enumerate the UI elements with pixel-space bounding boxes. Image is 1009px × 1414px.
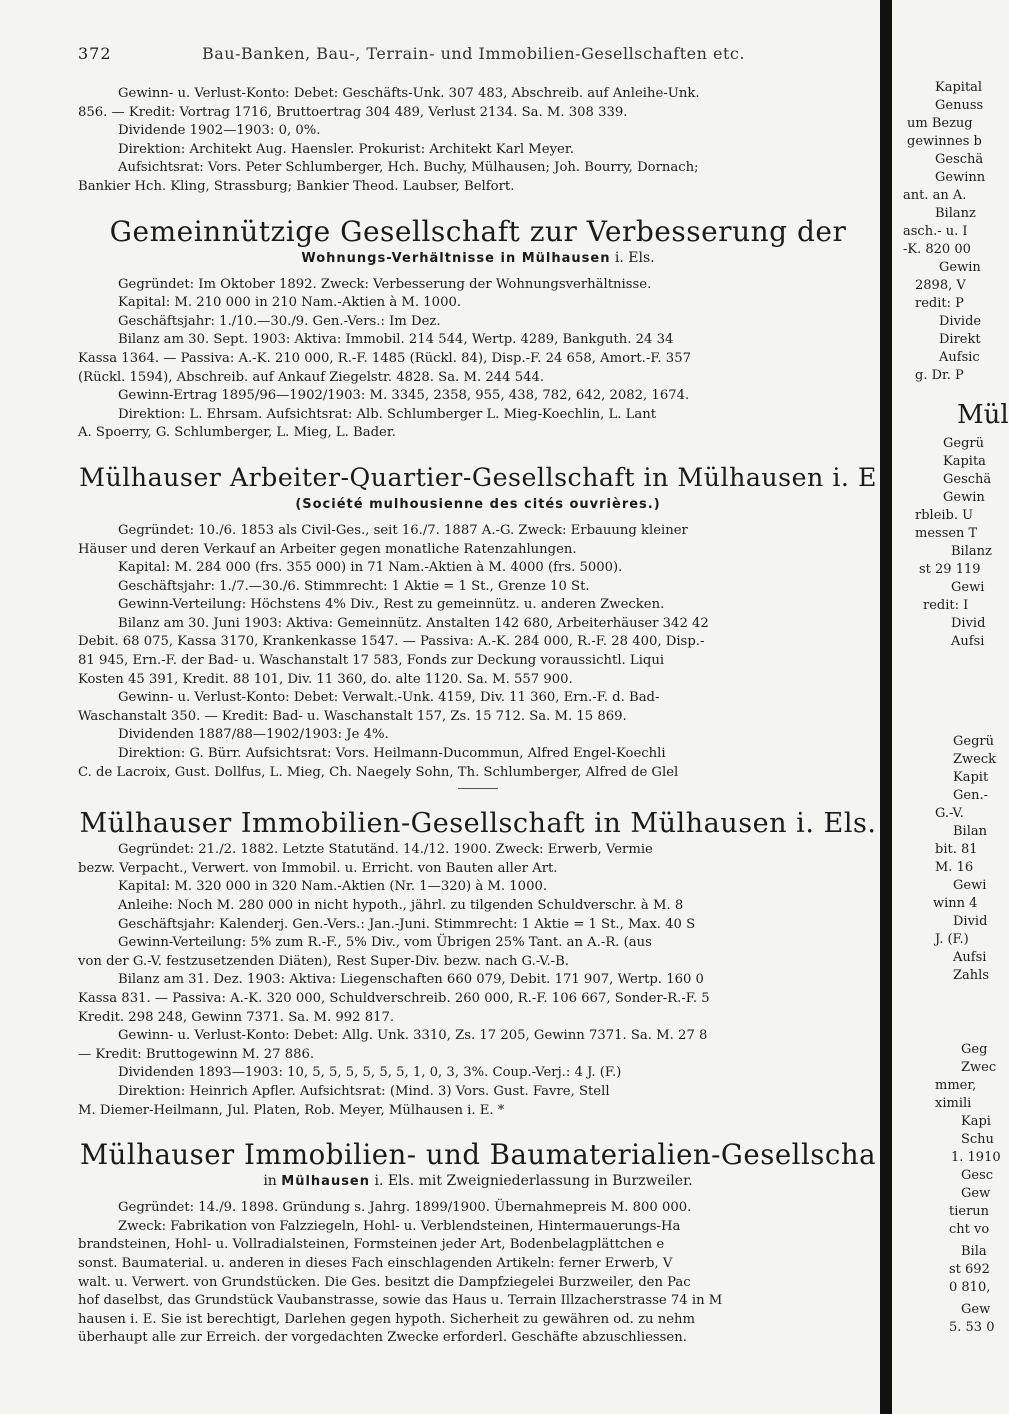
text-line: Kapital: M. 284 000 (frs. 355 000) in 71 Nam.-Aktien à M. 4000 (frs. 5000).: [118, 560, 623, 576]
subtitle-bold: Wohnungs-Verhältnisse in Mülhausen: [301, 250, 611, 266]
fragment-text: G.-V.: [935, 806, 964, 821]
fragment-text: Kapita: [943, 454, 986, 469]
text-line: walt. u. Verwert. von Grundstücken. Die Ges. besitzt die Dampfziegelei Burzweiler, den Pac: [78, 1274, 691, 1290]
subtitle-bold: Mülhausen: [281, 1174, 371, 1190]
fragment-text: 0 810,: [949, 1280, 991, 1295]
text-line: Bilanz am 30. Sept. 1903: Aktiva: Immobil. 214 544, Wertp. 4289, Bankguth. 24 34: [118, 332, 674, 348]
text-line: 856. — Kredit: Vortrag 1716, Bruttoertrag 304 489, Verlust 2134. Sa. M. 308 339.: [78, 104, 628, 120]
text-line: 81 945, Ern.-F. der Bad- u. Waschanstalt 17 583, Fonds zur Deckung voraussichtl. Liqui: [78, 653, 665, 669]
text-line: Dividenden 1893—1903: 10, 5, 5, 5, 5, 5, 5, 1, 0, 3, 3%. Coup.-Verj.: 4 J. (F.): [118, 1065, 622, 1081]
fragment-text: ximili: [935, 1096, 972, 1111]
page-main-column: [78, 44, 878, 1348]
text-line: bezw. Verpacht., Verwert. von Immobil. u. Erricht. von Bauten aller Art.: [78, 860, 558, 876]
fragment-text: Geschä: [943, 472, 992, 487]
fragment-text: -K. 820 00: [903, 242, 971, 257]
text-line: Bilanz am 31. Dez. 1903: Aktiva: Liegenschaften 660 079, Debit. 171 907, Wertp. 160 0: [118, 972, 704, 988]
fragment-text: Aufsi: [953, 950, 987, 965]
subtitle-rest: i. Els.: [610, 249, 655, 266]
entry-baumaterialien: [78, 1138, 878, 1348]
fragment-text: Schu: [961, 1132, 994, 1147]
text-line: Dividenden 1887/88—1902/1903: Je 4%.: [118, 727, 389, 743]
text-line: Gewinn-Verteilung: Höchstens 4% Div., Rest zu gemeinnütz. u. anderen Zwecken.: [118, 597, 665, 613]
fragment-text: 2898, V: [915, 278, 966, 293]
fragment-text: Bilanz: [935, 206, 976, 221]
text-line: überhaupt alle zur Erreich. der vorgedachten Zwecke erforderl. Geschäfte abzuschliessen.: [78, 1330, 687, 1346]
fragment-text: winn 4: [933, 896, 978, 911]
entry-arbeiter-quartier: [78, 461, 878, 789]
fragment-text: Gegrü: [953, 734, 994, 749]
text-line: Bankier Hch. Kling, Strassburg; Bankier Theod. Laubser, Belfort.: [78, 178, 515, 194]
text-line: Gegründet: 14./9. 1898. Gründung s. Jahrg. 1899/1900. Übernahmepreis M. 800 000.: [118, 1200, 692, 1216]
text-line: Kapital: M. 210 000 in 210 Nam.-Aktien à M. 1000.: [118, 295, 462, 311]
text-line: Direktion: L. Ehrsam. Aufsichtsrat: Alb. Schlumberger L. Mieg-Koechlin, L. Lant: [118, 406, 657, 422]
fragment-text: redit: I: [923, 598, 969, 613]
fragment-text: Gew: [961, 1302, 991, 1317]
fragment-text: Aufsi: [951, 634, 985, 649]
fragment-text: M. 16: [935, 860, 974, 875]
fragment-text: Gewinn: [935, 170, 986, 185]
fragment-text: asch.- u. I: [903, 224, 968, 239]
fragment-text: Geg: [961, 1042, 988, 1057]
fragment-text: Geschä: [935, 152, 984, 167]
fragment-text: 1. 1910: [951, 1150, 1001, 1165]
subtitle-bold: (Société mulhousienne des cités ouvrières.): [295, 496, 661, 512]
text-line: Anleihe: Noch M. 280 000 in nicht hypoth., jährl. zu tilgenden Schuldverschr. à M. 8: [118, 898, 684, 913]
fragment-text: Bila: [961, 1244, 987, 1259]
text-line: von der G.-V. festzusetzenden Diäten), Rest Super-Div. bezw. nach G.-V.-B.: [78, 953, 569, 969]
text-line: sonst. Baumaterial. u. anderen in dieses Fach einschlagenden Artikeln: ferner Erwerb, V: [78, 1255, 673, 1271]
text-line: Geschäftsjahr: 1./7.—30./6. Stimmrecht: 1 Aktie = 1 St., Grenze 10 St.: [118, 578, 590, 594]
fragment-text: Zahls: [953, 968, 989, 983]
text-line: Häuser und deren Verkauf an Arbeiter gegen monatliche Ratenzahlungen.: [78, 541, 577, 557]
fragment-text: g. Dr. P: [915, 368, 964, 383]
text-line: C. de Lacroix, Gust. Dollfus, L. Mieg, Ch. Naegely Sohn, Th. Schlumberger, Alfred de Glel: [78, 764, 679, 780]
entry-title: Mülhauser Immobilien-Gesellschaft in Mülhausen i. Els.: [79, 808, 877, 840]
text-line: Geschäftsjahr: 1./10.—30./9. Gen.-Vers.: Im Dez.: [118, 313, 441, 329]
fragment-heading: Mül: [957, 400, 1009, 430]
entry-title: Gemeinnützige Gesellschaft zur Verbesserung der: [109, 214, 847, 248]
text-line: Kapital: M. 320 000 in 320 Nam.-Aktien (Nr. 1—320) à M. 1000.: [118, 879, 548, 895]
fragment-text: Kapit: [953, 770, 989, 785]
intro-block: [78, 85, 878, 197]
entry-title: Mülhauser Immobilien- und Baumaterialien-Gesellscha: [79, 1139, 877, 1172]
text-line: Gewinn- u. Verlust-Konto: Debet: Verwalt.-Unk. 4159, Div. 11 360, Ern.-F. d. Bad-: [118, 690, 660, 706]
text-line: Gegründet: 21./2. 1882. Letzte Statutänd. 14./12. 1900. Zweck: Erwerb, Vermie: [118, 842, 653, 858]
entry-gemeinnuetzige: [78, 215, 878, 443]
fragment-text: Divid: [953, 914, 988, 929]
text-line: Kredit. 298 248, Gewinn 7371. Sa. M. 992 817.: [78, 1009, 395, 1025]
fragment-text: Genuss: [935, 98, 984, 113]
fragment-text: st 692: [949, 1262, 990, 1277]
text-line: Gegründet: 10./6. 1853 als Civil-Ges., seit 16./7. 1887 A.-G. Zweck: Erbauung kleiner: [118, 522, 688, 538]
fragment-text: Gew: [961, 1186, 991, 1201]
text-line: A. Spoerry, G. Schlumberger, L. Mieg, L. Bader.: [78, 425, 396, 441]
text-line: — Kredit: Bruttogewinn M. 27 886.: [78, 1046, 315, 1062]
fragment-text: Gewin: [943, 490, 985, 505]
text-line: Kassa 831. — Passiva: A.-K. 320 000, Schuldverschreib. 260 000, R.-F. 106 667, Sonder-R.-F. 5: [78, 990, 710, 1006]
fragment-text: st 29 119: [919, 562, 981, 577]
text-line: (Rückl. 1594), Abschreib. auf Ankauf Ziegelstr. 4828. Sa. M. 244 544.: [78, 369, 545, 385]
text-line: M. Diemer-Heilmann, Jul. Platen, Rob. Meyer, Mülhausen i. E. *: [78, 1102, 505, 1118]
fragment-text: Gesc: [961, 1168, 994, 1183]
fragment-text: tierun: [949, 1204, 990, 1219]
fragment-text: Divid: [951, 616, 986, 631]
page-gutter-shadow: [880, 0, 892, 1414]
running-title: Bau-Banken, Bau-, Terrain- und Immobilien-Gesellschaften etc.: [202, 44, 745, 63]
fragment-text: Kapital: [935, 80, 983, 95]
entry-subtitle: [78, 1172, 878, 1191]
page-number: 372: [78, 44, 112, 63]
fragment-text: Gegrü: [943, 436, 984, 451]
fragment-text: Aufsic: [939, 350, 980, 365]
fragment-text: cht vo: [949, 1222, 990, 1237]
fragment-text: 5. 53 0: [949, 1320, 995, 1335]
text-line: hof daselbst, das Grundstück Vaubanstrasse, sowie das Haus u. Terrain Illzacherstrasse 74 in M: [78, 1293, 723, 1309]
text-line: Aufsichtsrat: Vors. Peter Schlumberger, Hch. Buchy, Mülhausen; Joh. Bourry, Dornach;: [118, 160, 699, 176]
text-line: Zweck: Fabrikation von Falzziegeln, Hohl- u. Verblendsteinen, Hintermauerungs-Ha: [118, 1218, 681, 1234]
section-divider: [458, 788, 498, 789]
entry-subtitle: [78, 495, 878, 514]
fragment-text: um Bezug: [907, 116, 973, 131]
fragment-text: J. (F.): [935, 932, 969, 947]
fragment-text: Zwec: [961, 1060, 997, 1075]
text-line: Kassa 1364. — Passiva: A.-K. 210 000, R.-F. 1485 (Rückl. 84), Disp.-F. 24 658, Amort.-F. 357: [78, 350, 691, 366]
fragment-text: redit: P: [915, 296, 964, 311]
fragment-text: gewinnes b: [907, 134, 982, 149]
text-line: Gewinn-Ertrag 1895/96—1902/1903: M. 3345, 2358, 955, 438, 782, 642, 2082, 1674.: [118, 388, 690, 404]
fragment-text: Gen.-: [953, 788, 988, 803]
fragment-text: Gewin: [939, 260, 981, 275]
text-line: brandsteinen, Hohl- u. Vollradialsteinen, Formsteinen jeder Art, Bodenbelagplättchen e: [78, 1237, 665, 1253]
fragment-text: rbleib. U: [915, 508, 974, 523]
text-line: Direktion: Heinrich Apfler. Aufsichtsrat: (Mind. 3) Vors. Gust. Favre, Stell: [118, 1083, 610, 1099]
fragment-text: ant. an A.: [903, 188, 967, 203]
text-line: Debit. 68 075, Kassa 3170, Krankenkasse 1547. — Passiva: A.-K. 284 000, R.-F. 28 400, Disp.-: [78, 634, 705, 650]
entry-immobilien: [78, 807, 878, 1120]
entry-subtitle: [78, 249, 878, 268]
subtitle-rest: i. Els. mit Zweigniederlassung in Burzweiler.: [370, 1173, 693, 1190]
adjacent-page-fragment: [895, 0, 1009, 1414]
fragment-text: Gewi: [951, 580, 985, 595]
fragment-text: mmer,: [935, 1078, 977, 1093]
text-line: Gegründet: Im Oktober 1892. Zweck: Verbesserung der Wohnungsverhältnisse.: [118, 276, 652, 292]
text-line: Gewinn- u. Verlust-Konto: Debet: Geschäfts-Unk. 307 483, Abschreib. auf Anleihe-Unk.: [118, 86, 700, 101]
fragment-text: Divide: [939, 314, 982, 329]
text-line: Geschäftsjahr: Kalenderj. Gen.-Vers.: Jan.-Juni. Stimmrecht: 1 Aktie = 1 St., Max. 40 S: [118, 916, 696, 932]
text-line: Gewinn-Verteilung: 5% zum R.-F., 5% Div., vom Übrigen 25% Tant. an A.-R. (aus: [118, 935, 652, 951]
text-line: Dividende 1902—1903: 0, 0%.: [118, 123, 321, 139]
text-line: Waschanstalt 350. — Kredit: Bad- u. Waschanstalt 157, Zs. 15 712. Sa. M. 15 869.: [78, 708, 627, 724]
fragment-text: Direkt: [939, 332, 981, 347]
text-line: Direktion: Architekt Aug. Haensler. Prokurist: Architekt Karl Meyer.: [118, 141, 574, 157]
fragment-text: Gewi: [953, 878, 987, 893]
text-line: Gewinn- u. Verlust-Konto: Debet: Allg. Unk. 3310, Zs. 17 205, Gewinn 7371. Sa. M. 27 8: [118, 1028, 708, 1044]
fragment-text: Bilanz: [951, 544, 992, 559]
fragment-text: messen T: [915, 526, 978, 541]
fragment-text: Zweck: [953, 752, 997, 767]
subtitle-pre: in: [263, 1173, 282, 1190]
page-header: [78, 44, 878, 63]
entry-title: Mülhauser Arbeiter-Quartier-Gesellschaft in Mülhausen i. E: [79, 462, 877, 492]
text-line: Kosten 45 391, Kredit. 88 101, Div. 11 360, do. alte 1120. Sa. M. 557 900.: [78, 671, 573, 687]
fragment-text: bit. 81: [935, 842, 978, 857]
text-line: Bilanz am 30. Juni 1903: Aktiva: Gemeinnütz. Anstalten 142 680, Arbeiterhäuser 342 42: [118, 615, 709, 631]
text-line: Direktion: G. Bürr. Aufsichtsrat: Vors. Heilmann-Ducommun, Alfred Engel-Koechli: [118, 746, 666, 762]
fragment-text: Kapi: [961, 1114, 991, 1129]
fragment-text: Bilan: [953, 824, 987, 839]
text-line: hausen i. E. Sie ist berechtigt, Darlehen gegen hypoth. Sicherheit zu gewähren od. zu nehm: [78, 1311, 695, 1327]
